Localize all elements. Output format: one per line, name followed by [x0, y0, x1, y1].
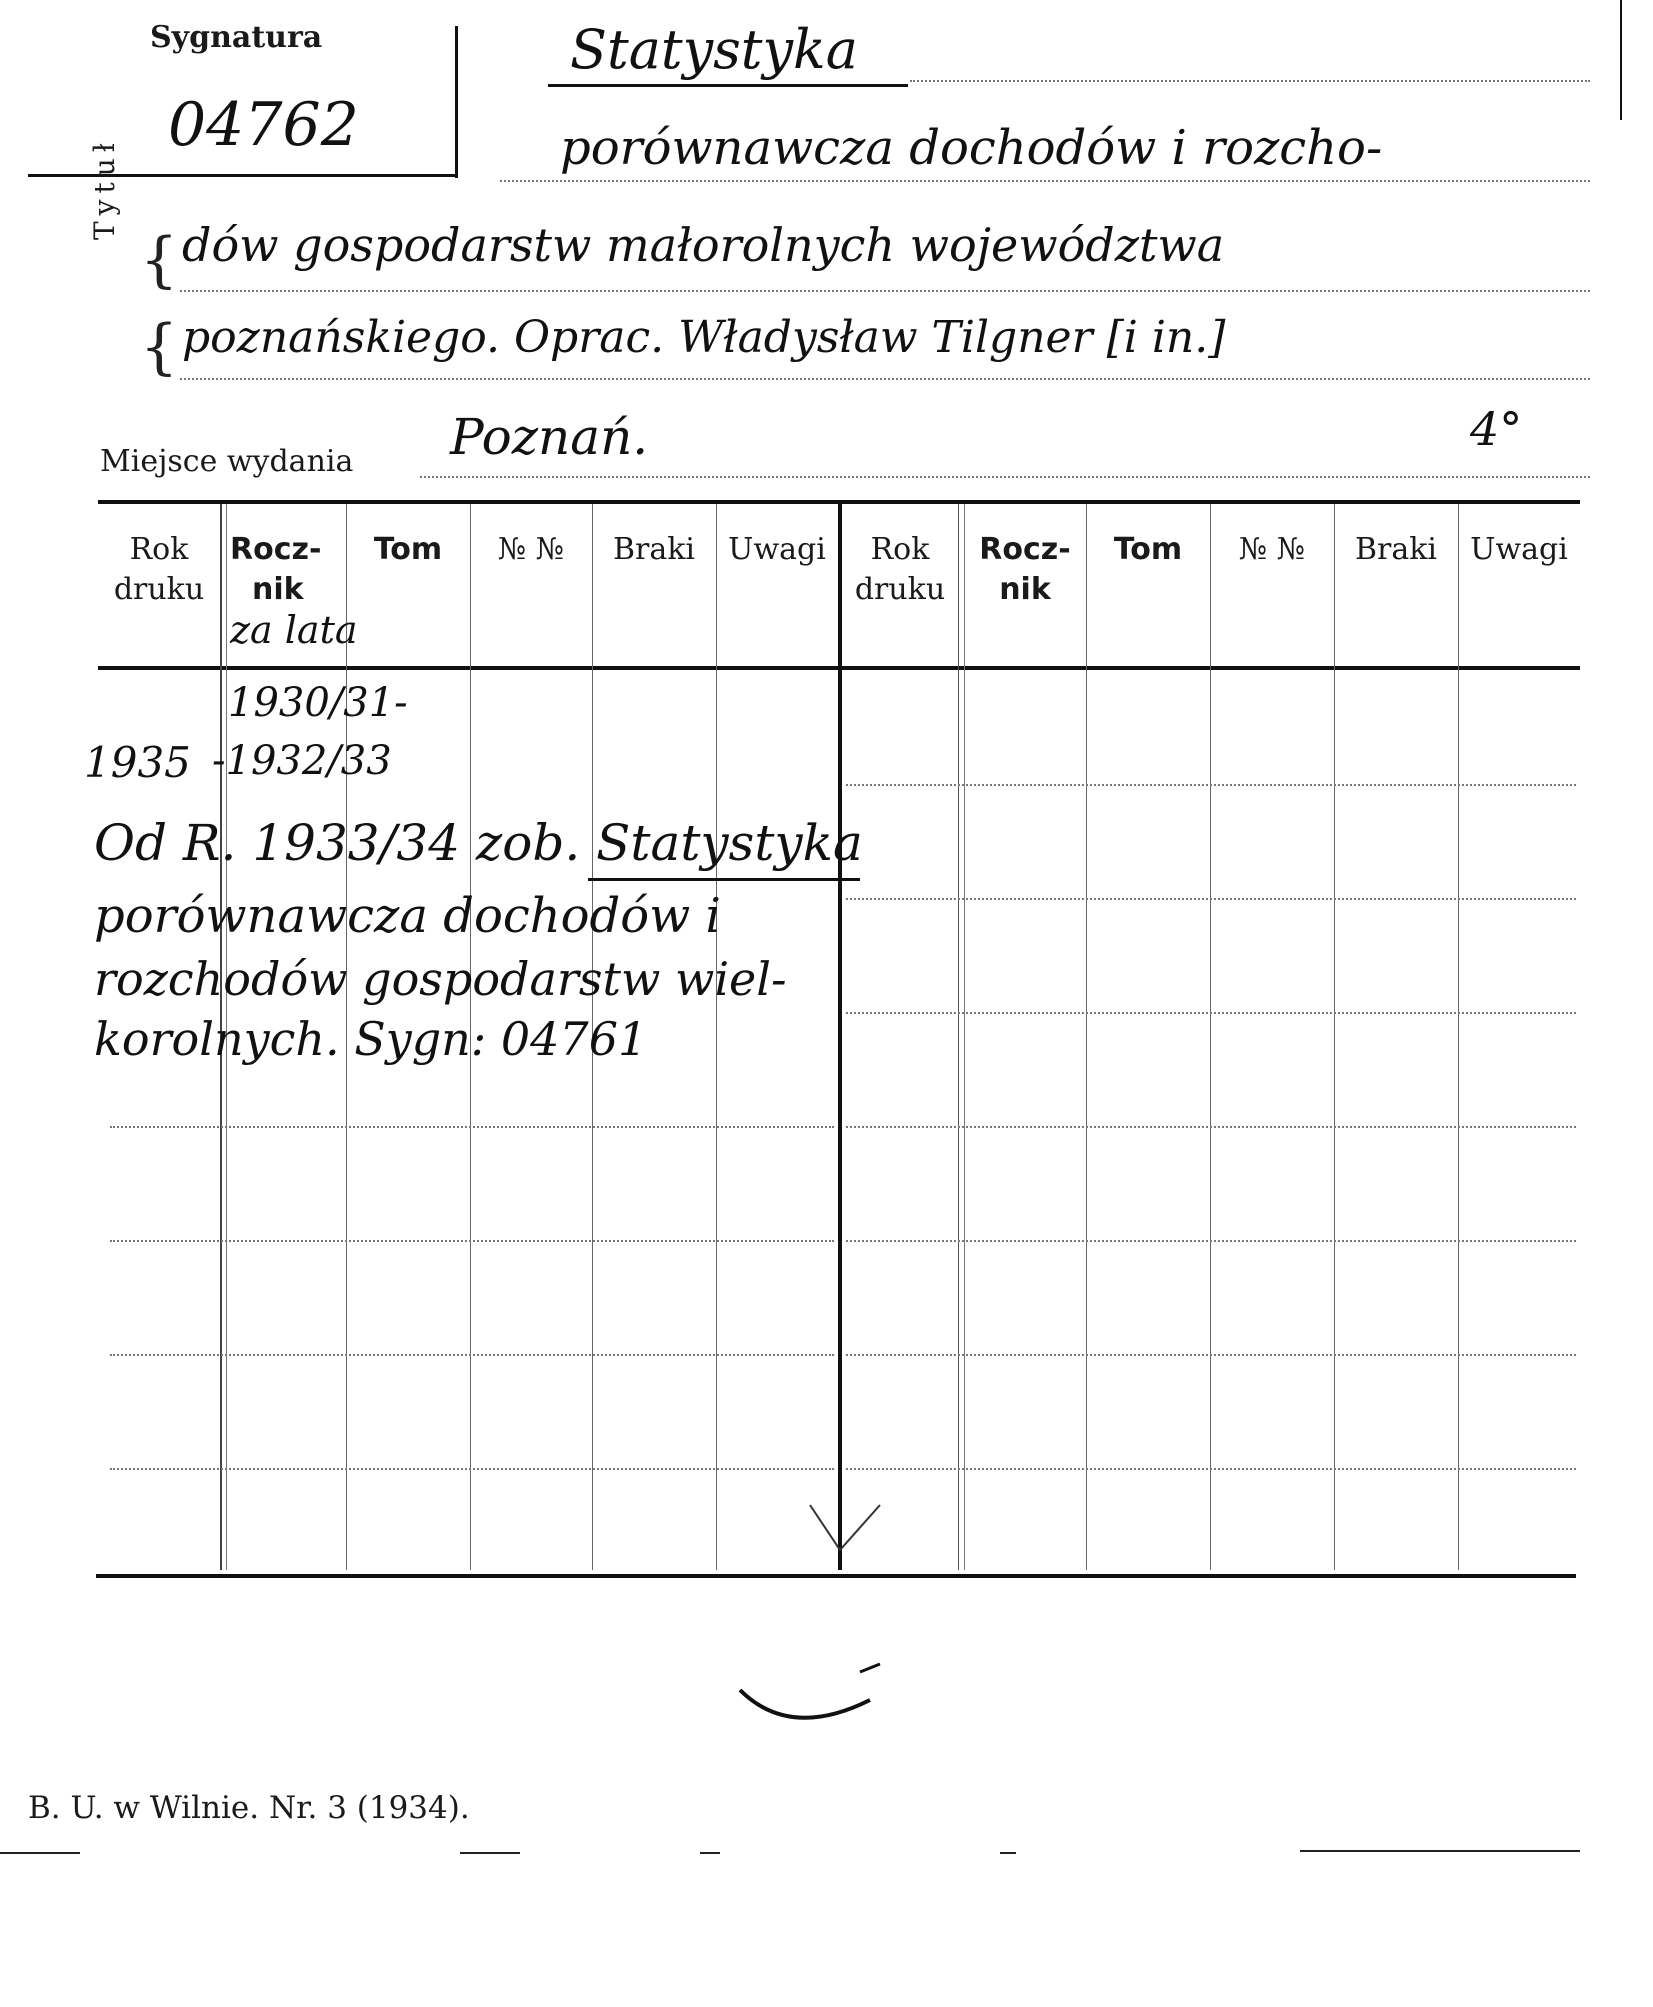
header-rocznik-line2-right: nik [999, 572, 1051, 607]
title-dots-4 [180, 378, 1590, 380]
header-rok-druku-left [98, 530, 220, 610]
header-rocznik-line1-right: Rocz- [979, 532, 1071, 567]
header-rocznik-right [964, 530, 1086, 610]
header-rocznik-line2: nik [252, 572, 304, 607]
tytul-label-text: Tytuł [88, 137, 121, 240]
header-uwagi-text-right: Uwagi [1470, 532, 1568, 567]
entry-note-underline [588, 878, 860, 881]
bottom-edge-segment-5 [1300, 1850, 1580, 1852]
title-dots-1 [910, 80, 1590, 82]
entry-note-line-1: Od R. 1933/34 zob. Statystyka [94, 814, 863, 872]
col-sep-l5 [716, 504, 717, 1570]
entry-note-line-4: korolnych. Sygn: 04761 [94, 1012, 648, 1066]
entry-note-line-3: rozchodów gospodarstw wiel- [94, 952, 787, 1006]
miejsce-dots [420, 476, 1590, 478]
title-dots-3 [180, 290, 1590, 292]
row-guide-r3 [846, 1012, 1576, 1014]
pen-stroke-mark [730, 1660, 890, 1740]
title-dots-2 [500, 180, 1590, 182]
header-numery-right [1210, 530, 1334, 570]
col-sep-r3 [1210, 504, 1211, 1570]
row-guide-r1 [846, 784, 1576, 786]
header-rok-line1-right: Rok [870, 532, 930, 567]
col-sep-r1b [964, 504, 965, 1570]
bottom-edge-segment-3 [700, 1852, 720, 1854]
header-braki-text: Braki [612, 532, 696, 567]
title-line-2: porównawcza dochodów i rozcho- [560, 120, 1383, 176]
header-rok-line2-right: druku [854, 572, 946, 607]
header-braki-right [1334, 530, 1458, 570]
table-center-divider [838, 504, 842, 1570]
header-tom-right [1086, 530, 1210, 570]
row-guide-r2 [846, 898, 1576, 900]
entry-rocznik-bottom: -1932/33 [212, 738, 392, 784]
entry-rok-druku: 1935 [84, 738, 191, 787]
table-bottom-rule [96, 1574, 1576, 1578]
col-sep-r5 [1458, 504, 1459, 1570]
header-braki-left [592, 530, 716, 570]
tytul-label [88, 137, 121, 240]
row-guide-l4 [110, 1468, 834, 1470]
miejsce-label: Miejsce wydania [100, 444, 354, 479]
title-line-4: poznańskiego. Oprac. Władysław Tilgner [i in.] [182, 312, 1226, 363]
col-sep-r1 [958, 504, 959, 1570]
header-rocznik-line1: Rocz- [230, 532, 322, 567]
sygnatura-divider [455, 26, 458, 178]
brace-icon-2: { [140, 312, 179, 382]
title-line-1: Statystyka [570, 18, 858, 81]
row-guide-l3 [110, 1354, 834, 1356]
header-uwagi-left [716, 530, 838, 570]
bottom-edge-segment-1 [0, 1852, 80, 1854]
title-underline [548, 84, 908, 87]
header-rok-druku-right [842, 530, 958, 610]
sygnatura-label: Sygnatura [150, 20, 323, 55]
entry-rocznik-top: 1930/31- [228, 680, 408, 726]
format-value: 4° [1470, 402, 1523, 456]
title-line-3: dów gospodarstw małorolnych województwa [182, 218, 1225, 272]
header-uwagi-right [1458, 530, 1580, 570]
header-tom-left [346, 530, 470, 570]
row-guide-r5 [846, 1240, 1576, 1242]
col-sep-r2 [1086, 504, 1087, 1570]
footer-imprint: B. U. w Wilnie. Nr. 3 (1934). [28, 1790, 470, 1826]
bottom-edge-segment-2 [460, 1852, 520, 1854]
row-guide-l1 [110, 1126, 834, 1128]
header-braki-text-right: Braki [1354, 532, 1438, 567]
card-right-edge [1620, 0, 1622, 120]
row-guide-r7 [846, 1468, 1576, 1470]
miejsce-value: Poznań. [450, 408, 649, 466]
header-tom-text: Tom [373, 532, 443, 567]
entry-note-line-2: porównawcza dochodów i [94, 888, 721, 944]
row-guide-l2 [110, 1240, 834, 1242]
sygnatura-value: 04762 [168, 90, 359, 160]
header-rok-line1: Rok [129, 532, 189, 567]
col-sep-r4 [1334, 504, 1335, 1570]
header-rocznik-left [226, 530, 350, 610]
row-guide-r6 [846, 1354, 1576, 1356]
header-rocznik-hand: za lata [230, 608, 358, 652]
header-numery-left [470, 530, 592, 570]
bottom-edge-segment-4 [1000, 1852, 1016, 1854]
row-guide-r4 [846, 1126, 1576, 1128]
header-numery-text: № № [497, 532, 565, 567]
header-numery-text-right: № № [1238, 532, 1306, 567]
check-mark-icon [800, 1500, 890, 1560]
header-tom-text-right: Tom [1113, 532, 1183, 567]
brace-icon-1: { [140, 225, 179, 295]
header-uwagi-text: Uwagi [728, 532, 826, 567]
header-rok-line2: druku [113, 572, 205, 607]
